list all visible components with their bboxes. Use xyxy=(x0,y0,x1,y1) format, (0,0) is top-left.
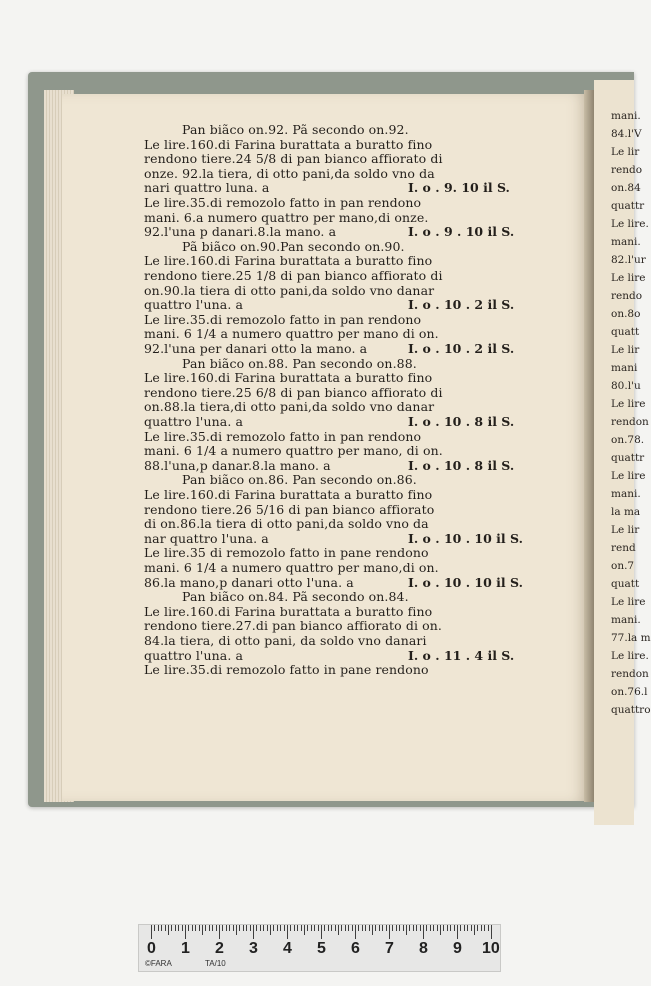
text-line: Le lire.160.di Farina burattata a buratto fino xyxy=(144,370,433,386)
ruler-tick xyxy=(158,925,159,931)
ruler-tick xyxy=(188,925,189,931)
ruler-tick xyxy=(409,925,410,931)
ruler-number: 3 xyxy=(249,940,258,957)
ruler-tick xyxy=(192,925,193,931)
ruler-tick xyxy=(273,925,274,931)
ruler-number: 10 xyxy=(482,940,500,957)
ruler-tick xyxy=(324,925,325,931)
ruler-tick xyxy=(161,925,162,931)
facing-page-fragment: Le lire. xyxy=(611,650,649,662)
ruler-tick xyxy=(304,925,305,935)
ruler-tick xyxy=(328,925,329,931)
text-line: mani. 6 1/4 a numero quattro per mano,di on. xyxy=(144,560,439,575)
ruler-tick xyxy=(460,925,461,931)
ruler-tick xyxy=(202,925,203,935)
ruler-tick xyxy=(331,925,332,931)
ruler-tick xyxy=(338,925,339,935)
ruler-tick xyxy=(362,925,363,931)
facing-page-fragment: mani xyxy=(611,362,638,374)
ruler-tick xyxy=(209,925,210,931)
sum-value: I. o . 9 . 10 il S. xyxy=(408,224,515,240)
ruler-tick xyxy=(474,925,475,935)
ruler-number: 4 xyxy=(283,940,292,957)
ruler-tick xyxy=(403,925,404,931)
ruler-tick xyxy=(392,925,393,931)
sum-value: I. o . 10 . 2 il S. xyxy=(408,297,515,313)
ruler-tick xyxy=(280,925,281,931)
ruler-tick xyxy=(212,925,213,931)
page-gutter xyxy=(584,90,594,802)
text-line: Le lire.35 di remozolo fatto in pane rendono xyxy=(144,545,429,561)
ruler-tick xyxy=(375,925,376,931)
facing-page-fragment: mani. xyxy=(611,488,641,500)
facing-page-fragment: Le lire xyxy=(611,272,646,284)
ruler-tick xyxy=(222,925,223,931)
ruler-tick xyxy=(253,925,254,939)
ruler-tick xyxy=(246,925,247,931)
ruler-tick xyxy=(284,925,285,931)
ruler-tick xyxy=(219,925,220,939)
text-line: Le lire.160.di Farina burattata a buratto fino xyxy=(144,487,433,502)
ruler-tick xyxy=(348,925,349,931)
facing-page-fragment: rendo xyxy=(611,290,643,302)
ruler-tick xyxy=(226,925,227,931)
ruler-tick xyxy=(267,925,268,931)
text-line: Pan biãco on.88. Pan secondo on.88. xyxy=(182,355,417,371)
facing-page-fragment: quattr xyxy=(611,452,645,464)
ruler-tick xyxy=(399,925,400,931)
ruler-tick xyxy=(450,925,451,931)
ruler-tick xyxy=(437,925,438,931)
ruler-tick xyxy=(239,925,240,931)
facing-page-fragment: Le lir xyxy=(611,524,640,536)
ruler-tick xyxy=(175,925,176,931)
ruler-tick xyxy=(477,925,478,931)
ruler-tick xyxy=(488,925,489,931)
sum-value: I. o . 11 . 4 il S. xyxy=(408,647,515,663)
ruler-tick xyxy=(270,925,271,935)
ruler-code: TA/10 xyxy=(205,959,226,968)
ruler-tick xyxy=(256,925,257,931)
ruler-number: 7 xyxy=(385,940,394,957)
ruler-tick xyxy=(345,925,346,931)
ruler-number: 2 xyxy=(215,940,224,957)
text-line: quattro l'una. a xyxy=(144,297,244,313)
ruler-tick xyxy=(471,925,472,931)
ruler-tick xyxy=(151,925,152,939)
text-line: 92.l'una p danari.8.la mano. a xyxy=(144,224,337,240)
facing-page-fragment: la ma xyxy=(611,506,641,518)
text-line: Pã biãco on.90.Pan secondo on.90. xyxy=(182,238,405,254)
ruler-tick xyxy=(229,925,230,931)
text-line: Le lire.160.di Farina burattata a buratto fino xyxy=(144,253,433,269)
text-line: rendono tiere.24 5/8 di pan bianco affiorato di xyxy=(144,151,443,167)
ruler-tick xyxy=(457,925,458,939)
text-line: onze. 92.la tiera, di otto pani,da soldo vno da xyxy=(144,165,435,181)
ruler-tick xyxy=(379,925,380,931)
facing-page xyxy=(594,80,651,825)
facing-page-fragment: on.76.l xyxy=(611,686,648,698)
text-line: nar quattro l'una. a xyxy=(144,530,269,546)
ruler-tick xyxy=(426,925,427,931)
text-line: mani. 6 1/4 a numero quattro per mano di on. xyxy=(144,326,439,342)
ruler-tick xyxy=(440,925,441,935)
ruler-tick xyxy=(294,925,295,931)
ruler-tick xyxy=(250,925,251,931)
text-line: 84.la tiera, di otto pani, da soldo vno danari xyxy=(144,633,427,648)
ruler-tick xyxy=(311,925,312,931)
ruler-tick xyxy=(420,925,421,931)
facing-page-fragment: quatt xyxy=(611,578,640,590)
facing-page-fragment: 80.l'u xyxy=(611,380,641,392)
ruler-tick xyxy=(199,925,200,931)
ruler-tick xyxy=(182,925,183,931)
ruler-tick xyxy=(171,925,172,931)
ruler-tick xyxy=(396,925,397,931)
text-line: Le lire.35.di remozolo fatto in pan rendono xyxy=(144,428,422,444)
facing-page-fragment: rend xyxy=(611,542,636,554)
ruler-tick xyxy=(178,925,179,931)
ruler-tick xyxy=(447,925,448,931)
facing-page-fragment: Le lire xyxy=(611,398,646,410)
facing-page-fragment: quatt xyxy=(611,326,640,338)
facing-page-fragment: 84.l'V xyxy=(611,128,642,140)
ruler-tick xyxy=(314,925,315,931)
ruler-tick xyxy=(413,925,414,931)
ruler-tick xyxy=(389,925,390,939)
ruler-tick xyxy=(260,925,261,931)
text-line: Pan biãco on.92. Pã secondo on.92. xyxy=(182,122,409,137)
ruler-tick xyxy=(372,925,373,935)
ruler-tick xyxy=(297,925,298,931)
text-line: Le lire.35.di remozolo fatto in pan rendono xyxy=(144,195,422,210)
ruler-tick xyxy=(185,925,186,939)
ruler-tick xyxy=(277,925,278,931)
facing-page-fragment: rendon xyxy=(611,668,649,680)
text-line: on.88.la tiera,di otto pani,da soldo vno danar xyxy=(144,399,435,415)
ruler-tick xyxy=(236,925,237,935)
ruler-tick xyxy=(430,925,431,931)
facing-page-fragment: mani. xyxy=(611,614,641,626)
ruler-tick xyxy=(443,925,444,931)
ruler-tick xyxy=(467,925,468,931)
ruler-tick xyxy=(358,925,359,931)
text-line: quattro l'una. a xyxy=(144,647,244,663)
text-line: Pan biãco on.84. Pã secondo on.84. xyxy=(182,589,409,605)
ruler-brand: ©FARA xyxy=(145,959,172,968)
ruler-tick xyxy=(165,925,166,931)
ruler-tick xyxy=(491,925,492,939)
facing-page-fragment: quattr xyxy=(611,200,645,212)
ruler-tick xyxy=(168,925,169,935)
ruler-tick xyxy=(205,925,206,931)
ruler-tick xyxy=(335,925,336,931)
text-line: quattro l'una. a xyxy=(144,414,244,429)
ruler-number: 6 xyxy=(351,940,360,957)
book-page xyxy=(62,94,586,801)
text-line: 92.l'una per danari otto la mano. a xyxy=(144,341,368,356)
ruler-tick xyxy=(341,925,342,931)
facing-page-fragment: Le lir xyxy=(611,344,640,356)
ruler-tick xyxy=(433,925,434,931)
ruler-tick xyxy=(321,925,322,939)
sum-value: I. o . 10 . 10 il S. xyxy=(408,530,523,546)
ruler-tick xyxy=(301,925,302,931)
ruler-tick xyxy=(355,925,356,939)
ruler-number: 0 xyxy=(147,940,156,957)
ruler-tick xyxy=(423,925,424,939)
ruler-tick xyxy=(382,925,383,931)
facing-page-fragment: on.8o xyxy=(611,308,641,320)
sum-value: I. o . 10 . 8 il S. xyxy=(408,457,515,473)
ruler-tick xyxy=(233,925,234,931)
ruler-tick xyxy=(406,925,407,935)
text-line: Le lire.35.di remozolo fatto in pane rendono xyxy=(144,662,429,678)
facing-page-fragment: quattro xyxy=(611,704,651,716)
facing-page-fragment: mani. xyxy=(611,110,641,122)
text-line: rendono tiere.26 5/16 di pan bianco affiorato xyxy=(144,501,435,517)
ruler-tick xyxy=(318,925,319,931)
text-line: Le lire.160.di Farina burattata a buratto fino xyxy=(144,603,433,619)
ruler-tick xyxy=(290,925,291,931)
text-line: rendono tiere.25 1/8 di pan bianco affiorato di xyxy=(144,268,443,283)
ruler-tick xyxy=(307,925,308,931)
text-line: di on.86.la tiera di otto pani,da soldo vno da xyxy=(144,516,429,532)
facing-page-fragment: 77.la m xyxy=(611,632,651,644)
sum-value: I. o . 10 . 10 il S. xyxy=(408,574,523,590)
facing-page-fragment: on.84 xyxy=(611,182,641,194)
ruler-tick xyxy=(481,925,482,931)
facing-page-fragment: on.78. xyxy=(611,434,645,446)
facing-page-fragment: rendon xyxy=(611,416,649,428)
ruler-number: 5 xyxy=(317,940,326,957)
text-line: nari quattro luna. a xyxy=(144,180,270,196)
ruler-tick xyxy=(216,925,217,931)
sum-value: I. o . 10 . 8 il S. xyxy=(408,414,515,429)
ruler-tick xyxy=(484,925,485,931)
text-line: mani. 6 1/4 a numero quattro per mano, di on. xyxy=(144,443,443,459)
ruler-tick xyxy=(464,925,465,931)
ruler-tick xyxy=(243,925,244,931)
text-line: rendono tiere.25 6/8 di pan bianco affiorato di xyxy=(144,384,443,400)
text-line: Le lire.35.di remozolo fatto in pan rendono xyxy=(144,311,422,327)
text-line: Pan biãco on.86. Pan secondo on.86. xyxy=(182,472,417,488)
facing-page-fragment: mani. xyxy=(611,236,641,248)
ruler-number: 9 xyxy=(453,940,462,957)
ruler-tick xyxy=(263,925,264,931)
ruler-tick xyxy=(352,925,353,931)
ruler-tick xyxy=(386,925,387,931)
ruler-number: 1 xyxy=(181,940,190,957)
sum-value: I. o . 9. 10 il S. xyxy=(408,180,510,196)
facing-page-fragment: rendo xyxy=(611,164,643,176)
facing-page-fragment: Le lire. xyxy=(611,218,649,230)
text-line: 88.l'una,p danar.8.la mano. a xyxy=(144,457,331,473)
ruler-tick xyxy=(416,925,417,931)
facing-page-fragment: Le lir xyxy=(611,146,640,158)
measurement-ruler xyxy=(138,924,501,972)
text-line: rendono tiere.27.di pan bianco affiorato di on. xyxy=(144,618,442,634)
text-line: 86.la mano,p danari otto l'una. a xyxy=(144,574,354,590)
facing-page-fragment: Le lire xyxy=(611,596,646,608)
ruler-number: 8 xyxy=(419,940,428,957)
text-line: mani. 6.a numero quattro per mano,di onze. xyxy=(144,209,429,225)
ruler-tick xyxy=(287,925,288,939)
facing-page-fragment: on.7 xyxy=(611,560,635,572)
facing-page-fragment: 82.l'ur xyxy=(611,254,646,266)
ruler-tick xyxy=(195,925,196,931)
facing-page-fragment: Le lire xyxy=(611,470,646,482)
ruler-tick xyxy=(365,925,366,931)
ruler-tick xyxy=(369,925,370,931)
text-line: on.90.la tiera di otto pani,da soldo vno danar xyxy=(144,282,435,298)
sum-value: I. o . 10 . 2 il S. xyxy=(408,341,515,356)
text-line: Le lire.160.di Farina burattata a buratto fino xyxy=(144,136,433,152)
ruler-tick xyxy=(454,925,455,931)
ruler-tick xyxy=(154,925,155,931)
